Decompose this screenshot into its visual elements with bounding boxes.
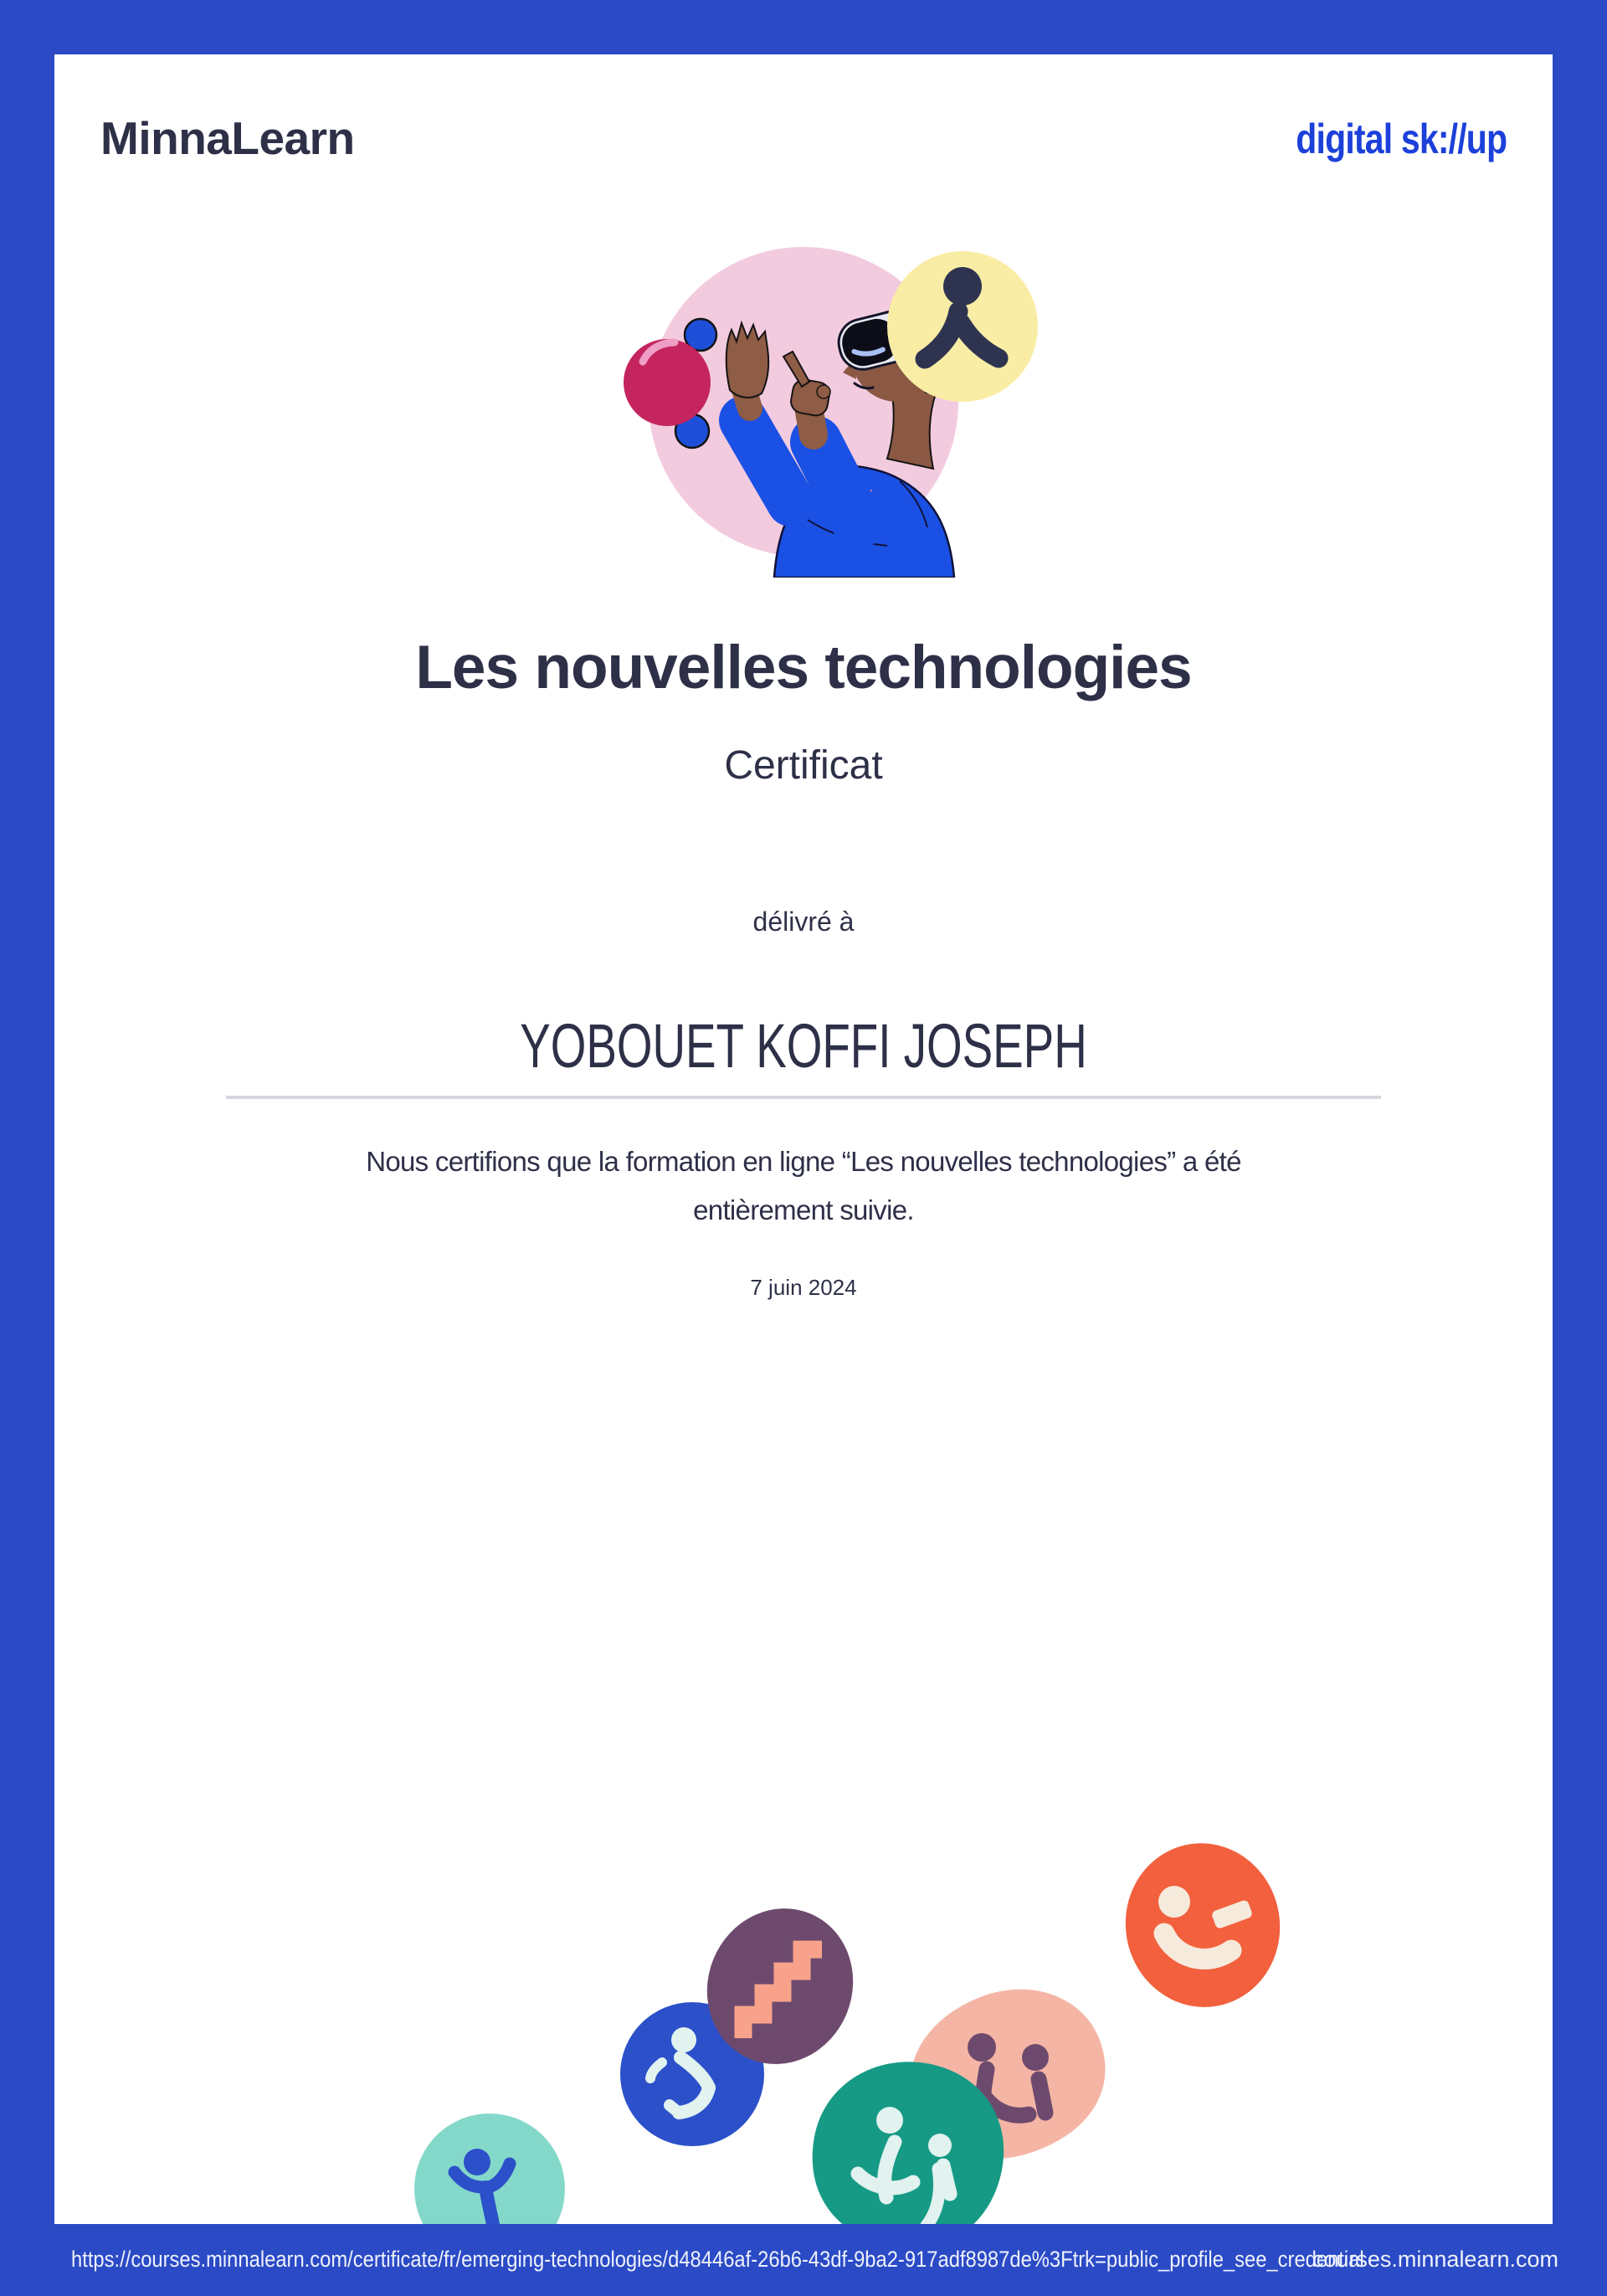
orange-smiley-blob <box>1102 1825 1303 2026</box>
course-illustration <box>603 226 1038 578</box>
statement-line-1: Nous certifions que la formation en ligne “Les nouvelles technologies” a été <box>366 1146 1241 1177</box>
certificate-card <box>54 54 1553 2224</box>
recipient-name: YOBOUET KOFFI JOSEPH <box>520 1011 1087 1081</box>
name-divider <box>226 1096 1381 1099</box>
digital-skillup-logo: digital sk://up <box>1296 116 1507 162</box>
minnalearn-logo: MinnaLearn <box>100 112 355 164</box>
plum-circle-blob <box>671 1877 889 2095</box>
footer-bar <box>0 2224 1607 2296</box>
person-badge-icon <box>887 251 1038 402</box>
site-domain: courses.minnalearn.com <box>1312 2247 1558 2272</box>
statement-line-2: entièrement suivie. <box>693 1194 914 1225</box>
certificate-title: Les nouvelles technologies <box>415 634 1192 701</box>
certificate-url: https://courses.minnalearn.com/certificate/fr/emerging-technologies/d48446af-26b6-43df-9ba2-917adf8987de%3Ftrk=public_profile_see_credential <box>71 2247 1364 2272</box>
certificate-subtitle: Certificat <box>724 743 883 788</box>
mint-circle-blob <box>381 2080 598 2224</box>
completion-date: 7 juin 2024 <box>750 1275 857 1300</box>
issued-to-label: délivré à <box>752 907 855 937</box>
certification-statement <box>54 1138 1553 1235</box>
